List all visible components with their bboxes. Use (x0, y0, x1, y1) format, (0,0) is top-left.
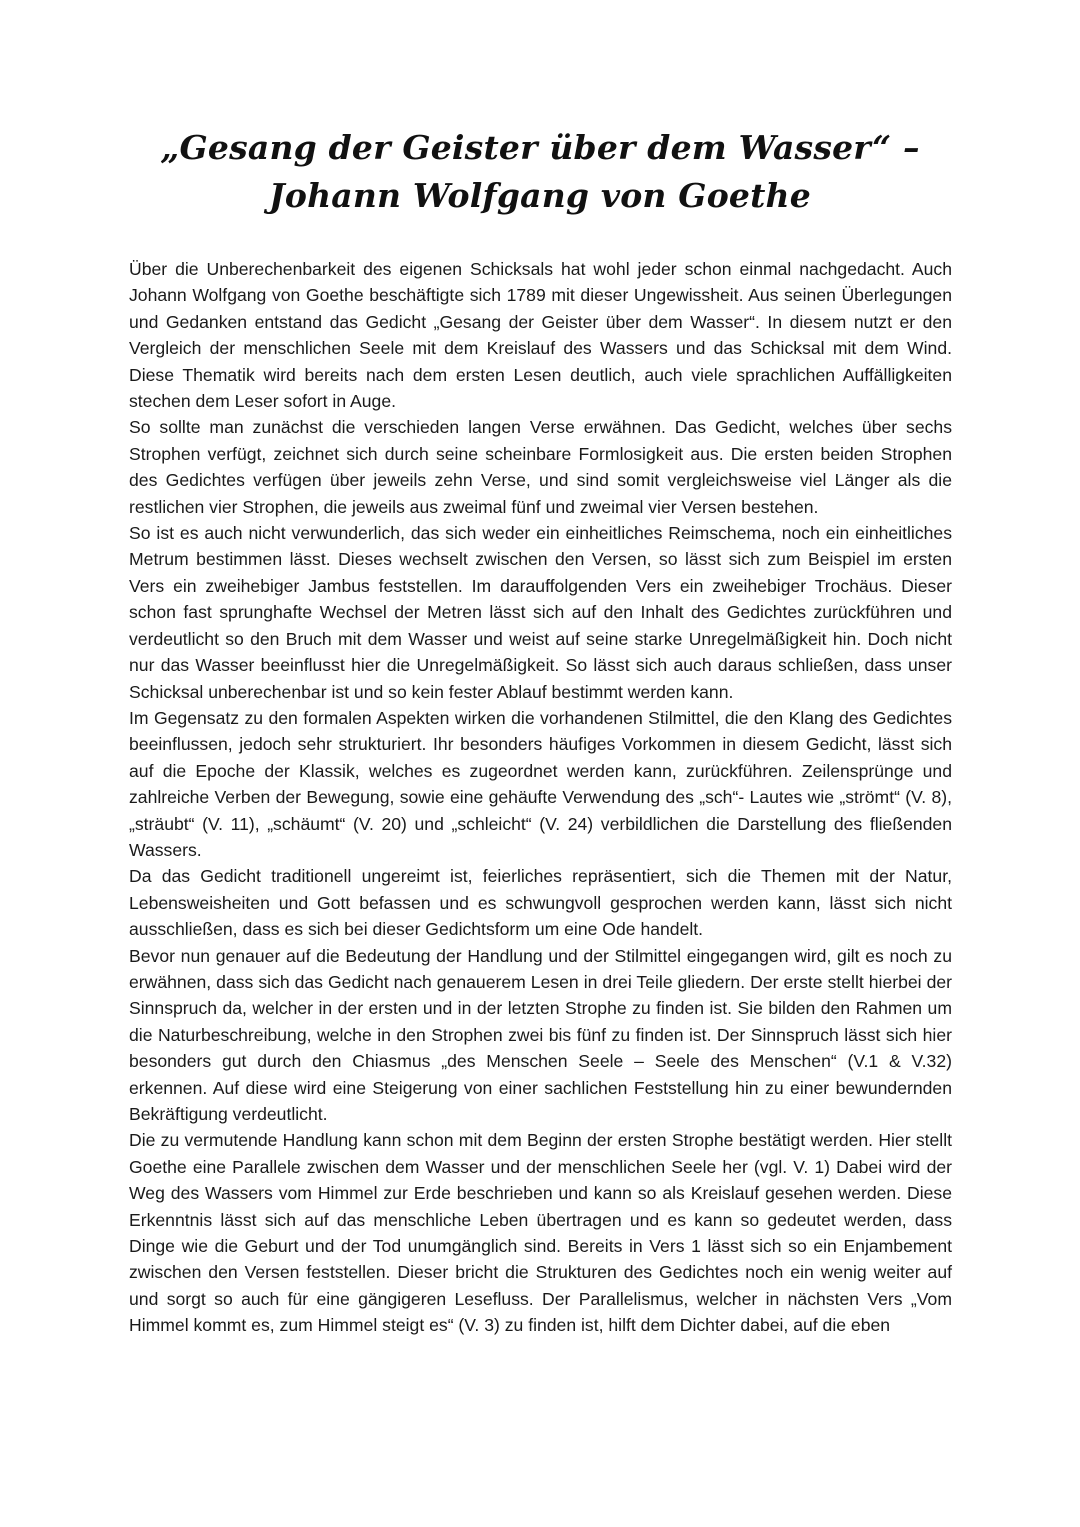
paragraph-7: Die zu vermutende Handlung kann schon mit dem Beginn der ersten Strophe bestätigt werden. Hier stellt Goethe eine Parallele zwischen dem Wasser und der menschlichen Seele her (vgl. V. 1) Dabei wird der Weg des Wassers vom Himmel zur Erde beschrieben und kann so als Kreislauf gesehen werden. Diese Erkenntnis lässt sich auf das menschliche Leben übertragen und es kann so gedeutet werden, dass Dinge wie die Geburt und der Tod unumgänglich sind. Bereits in Vers 1 lässt sich so ein Enjambement zwischen den Versen feststellen. Dieser bricht die Strukturen des Gedichtes noch ein wenig weiter auf und sorgt so auch für eine gängigeren Lesefluss. Der Parallelismus, welcher in nächsten Vers „Vom Himmel kommt es, zum Himmel steigt es“ (V. 3) zu finden ist, hilft dem Dichter dabei, auf die eben (129, 1130, 952, 1336)
paragraph-5: Da das Gedicht traditionell ungereimt ist, feierliches repräsentiert, sich die Themen mit der Natur, Lebensweisheiten und Gott befassen und es schwungvoll gesprochen werden kann, lässt sich nicht ausschließen, dass es sich bei dieser Gedichtsform um eine Ode handelt. (129, 866, 952, 940)
essay-body (129, 256, 952, 1339)
paragraph-4: Im Gegensatz zu den formalen Aspekten wirken die vorhandenen Stilmittel, die den Klang des Gedichtes beeinflussen, jedoch sehr strukturiert. Ihr besonders häufiges Vorkommen in diesem Gedicht, lässt sich auf die Epoche der Klassik, welches es zugeordnet werden kann, zurückführen. Zeilensprünge und zahlreiche Verben der Bewegung, sowie eine gehäufte Verwendung des „sch“- Lautes wie „strömt“ (V. 8), „sträubt“ (V. 11), „schäumt“ (V. 20) und „schleicht“ (V. 24) verbildlichen die Darstellung des fließenden Wassers. (129, 707, 952, 860)
paragraph-2: So sollte man zunächst die verschieden langen Verse erwähnen. Das Gedicht, welches über sechs Strophen verfügt, zeichnet sich durch seine scheinbare Formlosigkeit aus. Die ersten beiden Strophen des Gedichtes verfügen über jeweils zehn Verse, und sind somit vergleichsweise viel Länger als die restlichen vier Strophen, die jeweils aus zweimal fünf und zweimal vier Versen bestehen. (129, 417, 952, 517)
document-title: „Gesang der Geister über dem Wasser“ – Johann Wolfgang von Goethe (160, 128, 920, 215)
paragraph-1: Über die Unberechenbarkeit des eigenen Schicksals hat wohl jeder schon einmal nachgedacht. Auch Johann Wolfgang von Goethe beschäftigte sich 1789 mit dieser Ungewissheit. Aus seinen Überlegungen und Gedanken entstand das Gedicht „Gesang der Geister über dem Wasser“. In diesem nutzt er den Vergleich der menschlichen Seele mit dem Kreislauf des Wassers und das Schicksal mit dem Wind. Diese Thematik wird bereits nach dem ersten Lesen deutlich, auch viele sprachlichen Auffälligkeiten stechen dem Leser sofort in Auge. (129, 259, 952, 412)
paragraph-6: Bevor nun genauer auf die Bedeutung der Handlung und der Stilmittel eingegangen wird, gilt es noch zu erwähnen, dass sich das Gedicht nach genauerem Lesen in drei Teile gliedern. Der erste stellt hierbei der Sinnspruch da, welcher in der ersten und in der letzten Strophe zu finden ist. Sie bilden den Rahmen um die Naturbeschreibung, welche in den Strophen zwei bis fünf zu finden ist. Der Sinnspruch lässt sich hier besonders gut durch den Chiasmus „des Menschen Seele – Seele des Menschen“ (V.1 & V.32) erkennen. Auf diese wird eine Steigerung von einer sachlichen Feststellung hin zu einer bewundernden Bekräftigung verdeutlicht. (129, 945, 952, 1124)
paragraph-3: So ist es auch nicht verwunderlich, das sich weder ein einheitliches Reimschema, noch ein einheitliches Metrum bestimmen lässt. Dieses wechselt zwischen den Versen, so lässt sich zum Beispiel im ersten Vers ein zweihebiger Jambus feststellen. Im darauffolgenden Vers ein zweihebiger Trochäus. Dieser schon fast sprunghafte Wechsel der Metren lässt sich auf den Inhalt des Gedichtes zurückführen und verdeutlicht so den Bruch mit dem Wasser und weist auf seine starke Unregelmäßigkeit hin. Doch nicht nur das Wasser beeinflusst hier die Unregelmäßigkeit. So lässt sich auch daraus schließen, dass unser Schicksal unberechenbar ist und so kein fester Ablauf bestimmt werden kann. (129, 523, 952, 702)
